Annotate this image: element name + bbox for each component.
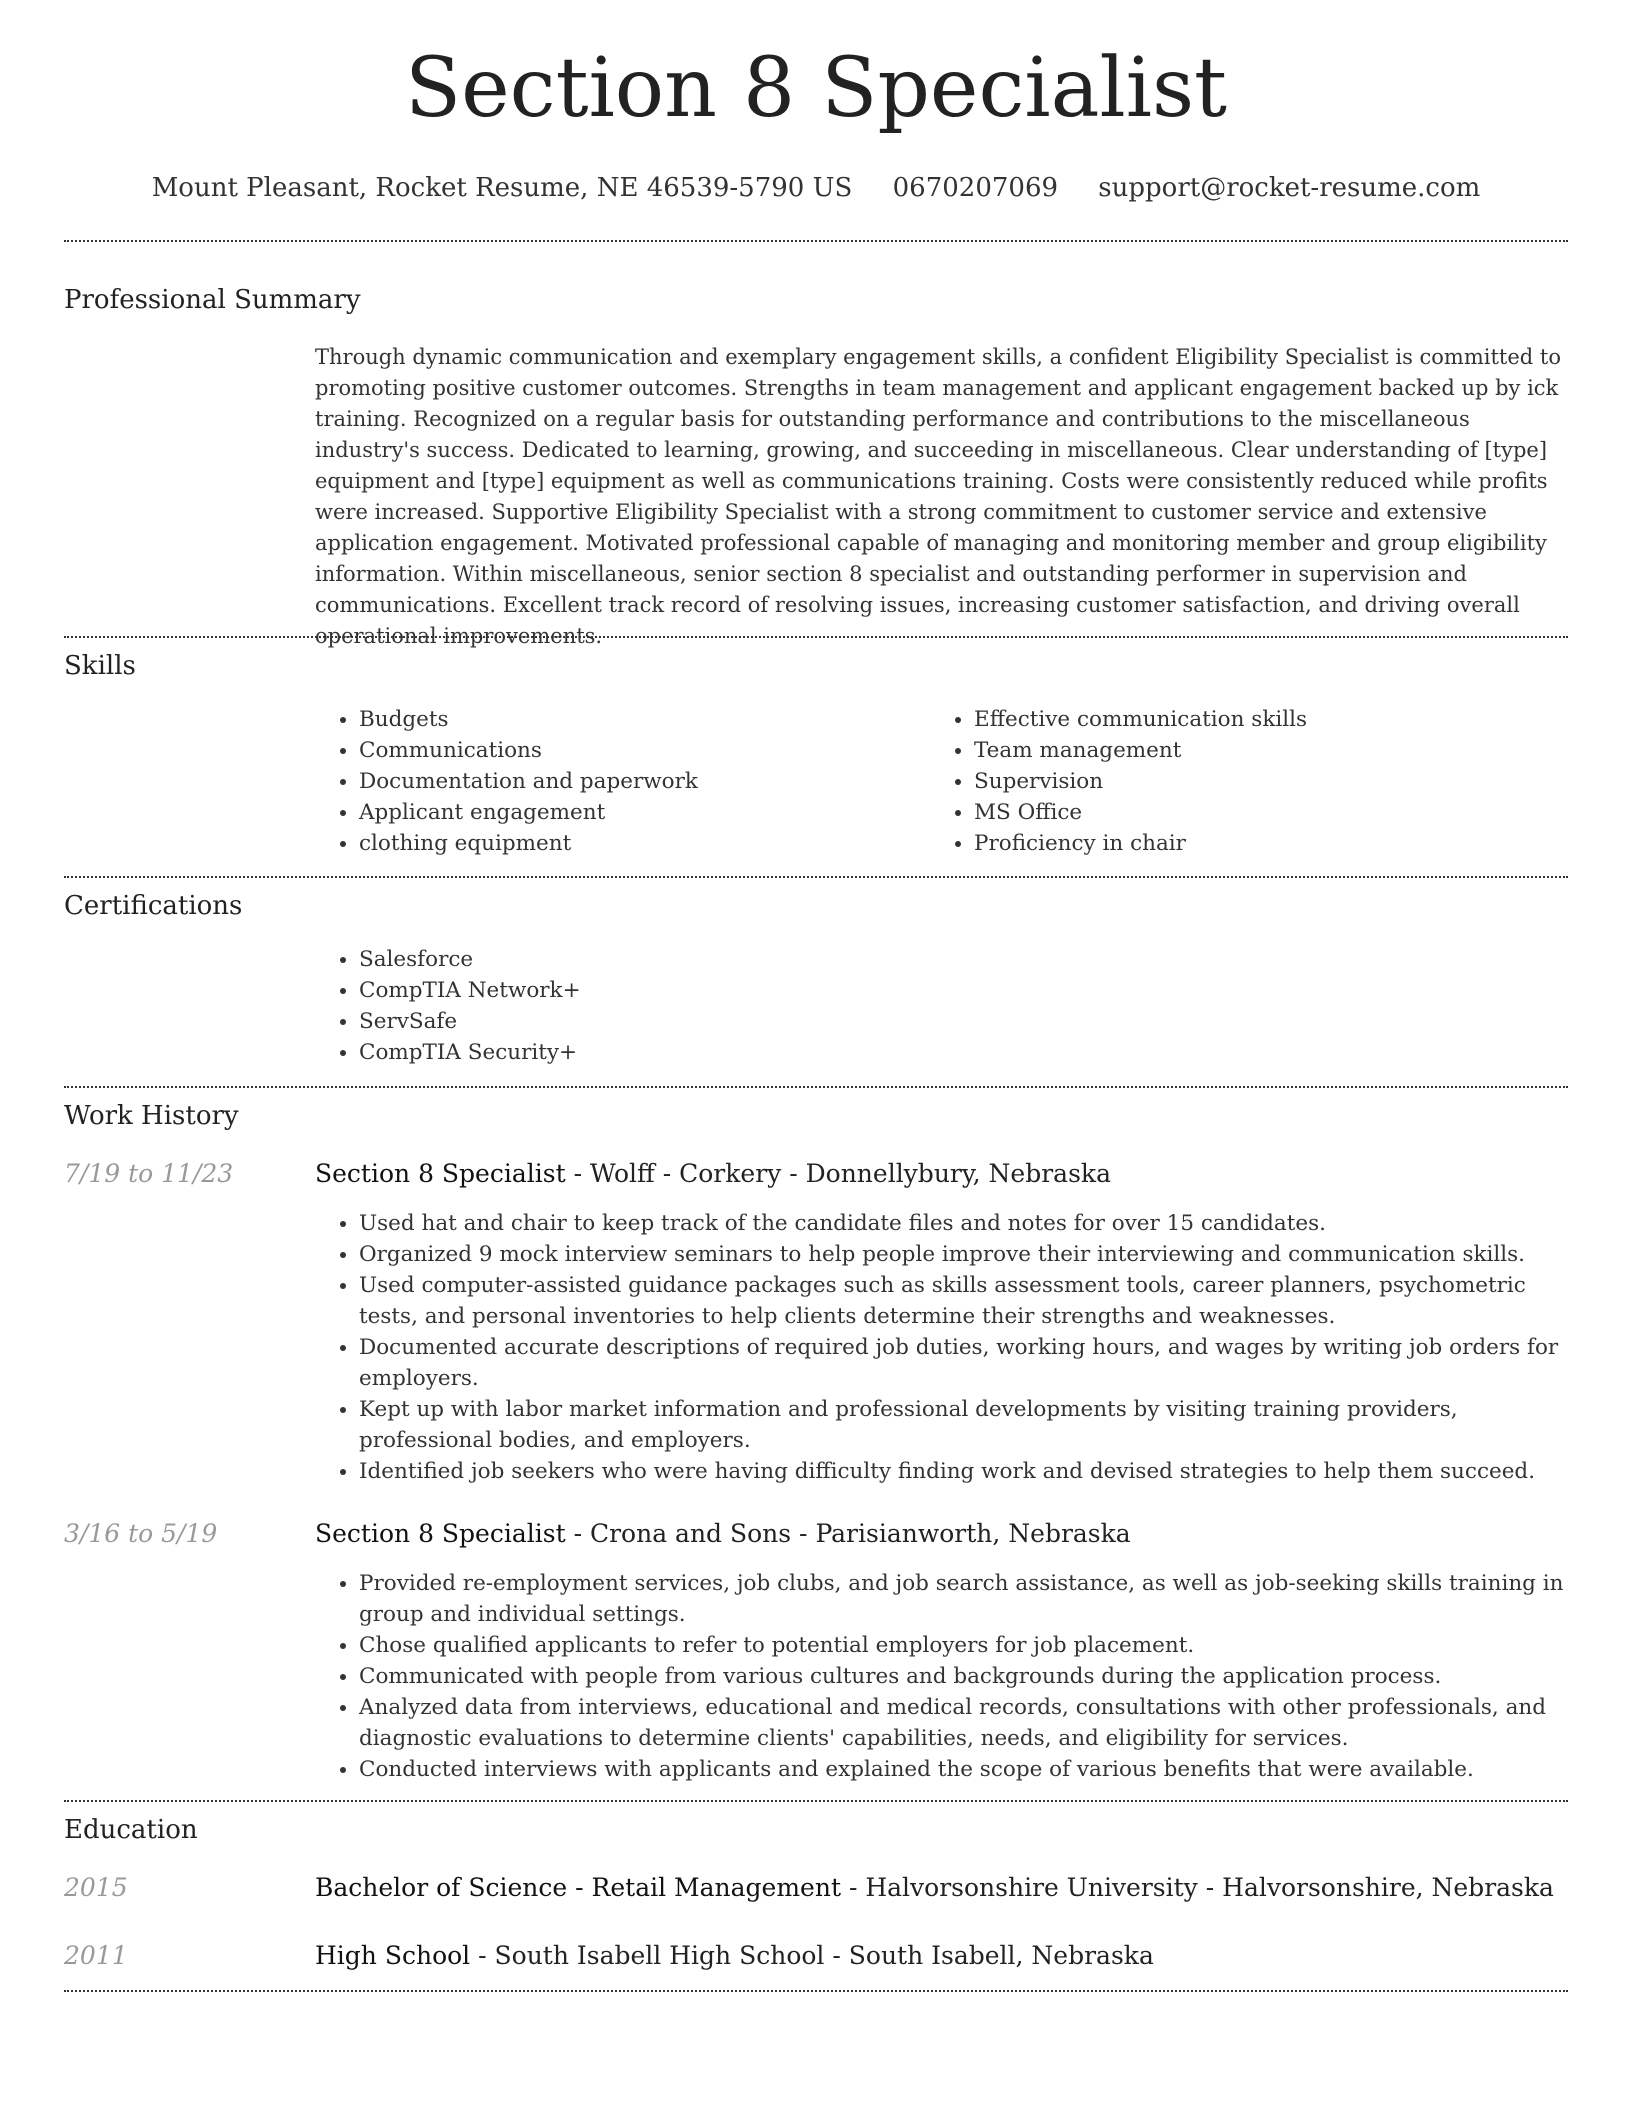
resume-name: Section 8 Specialist xyxy=(404,41,1227,136)
skill-item: • Documentation and paperwork xyxy=(359,766,915,797)
certification-item: • Salesforce xyxy=(359,944,915,975)
job-employer-location: - Crona and Sons - Parisianworth, Nebraska xyxy=(565,1519,1131,1548)
section-title-skills: Skills xyxy=(64,651,136,681)
education-institution: - South Isabell High School - South Isabell, Nebraska xyxy=(470,1941,1154,1970)
job-heading xyxy=(315,1158,1111,1190)
education-degree: Bachelor of Science - Retail Management xyxy=(315,1873,841,1902)
certification-item: • ServSafe xyxy=(359,1006,915,1037)
skill-item: • Applicant engagement xyxy=(359,797,915,828)
certification-item: • CompTIA Network+ xyxy=(359,975,915,1006)
job-dates: 7/19 to 11/23 xyxy=(64,1159,234,1188)
job-bullet: • Kept up with labor market information and professional developments by visiting training providers, professional bodies, and employers. xyxy=(359,1394,1565,1456)
job-title: Section 8 Specialist xyxy=(315,1159,566,1188)
section-title-education: Education xyxy=(64,1815,198,1845)
education-entry xyxy=(315,1872,1554,1904)
job-bullets xyxy=(315,1208,1565,1487)
job-employer-location: - Wolff - Corkery - Donnellybury, Nebraska xyxy=(565,1159,1111,1188)
contact-phone: 0670207069 xyxy=(892,173,1059,203)
skill-item: • Supervision xyxy=(974,766,1560,797)
education-degree: High School xyxy=(315,1941,471,1970)
skills-left-column xyxy=(315,704,915,859)
divider xyxy=(64,1800,1568,1802)
divider xyxy=(64,240,1568,242)
job-title: Section 8 Specialist xyxy=(315,1519,566,1548)
job-bullet: • Chose qualified applicants to refer to potential employers for job placement. xyxy=(359,1630,1565,1661)
job-bullet: • Organized 9 mock interview seminars to help people improve their interviewing and communication skills. xyxy=(359,1239,1565,1270)
skill-item: • MS Office xyxy=(974,797,1560,828)
job-bullet: • Documented accurate descriptions of required job duties, working hours, and wages by writing job orders for employers. xyxy=(359,1332,1565,1394)
skill-item: • Team management xyxy=(974,735,1560,766)
job-bullet: • Identified job seekers who were having difficulty finding work and devised strategies to help them succeed. xyxy=(359,1456,1565,1487)
section-title-summary: Professional Summary xyxy=(64,285,361,315)
section-title-certifications: Certifications xyxy=(64,891,243,921)
job-bullet: • Used hat and chair to keep track of the candidate files and notes for over 15 candidates. xyxy=(359,1208,1565,1239)
divider xyxy=(64,876,1568,878)
job-bullet: • Communicated with people from various cultures and backgrounds during the application process. xyxy=(359,1661,1565,1692)
skill-item: • Communications xyxy=(359,735,915,766)
contact-line xyxy=(0,172,1632,204)
divider xyxy=(64,1990,1568,1992)
certifications-list xyxy=(315,944,915,1068)
job-dates: 3/16 to 5/19 xyxy=(64,1519,218,1548)
divider xyxy=(64,636,1568,638)
section-title-work-history: Work History xyxy=(64,1101,239,1131)
job-bullet: • Provided re-employment services, job clubs, and job search assistance, as well as job-seeking skills training in group and individual settings. xyxy=(359,1568,1565,1630)
skills-right-column xyxy=(930,704,1560,859)
contact-email: support@rocket-resume.com xyxy=(1098,173,1481,203)
education-year: 2011 xyxy=(64,1941,128,1970)
job-bullet: • Used computer-assisted guidance packages such as skills assessment tools, career planners, psychometric tests, and personal inventories to help clients determine their strengths and weaknesses. xyxy=(359,1270,1565,1332)
certification-item: • CompTIA Security+ xyxy=(359,1037,915,1068)
skill-item: • Budgets xyxy=(359,704,915,735)
skill-item: • Effective communication skills xyxy=(974,704,1560,735)
contact-address: Mount Pleasant, Rocket Resume, NE 46539-5790 US xyxy=(151,173,853,203)
skill-item: • Proficiency in chair xyxy=(974,828,1560,859)
job-bullet: • Conducted interviews with applicants and explained the scope of various benefits that were available. xyxy=(359,1754,1565,1785)
job-heading xyxy=(315,1518,1131,1550)
skill-item: • clothing equipment xyxy=(359,828,915,859)
job-bullets xyxy=(315,1568,1565,1785)
summary-text: Through dynamic communication and exemplary engagement skills, a confident Eligibility Specialist is committed to promoting positive customer outcomes. Strengths in team management and applicant engagement backed up by ick training. Recognized on a regular basis for outstanding performance and contributions to the miscellaneous industry's success. Dedicated to learning, growing, and succeeding in miscellaneous. Clear understanding of [type] equipment and [type] equipment as well as communications training. Costs were consistently reduced while profits were increased. Supportive Eligibility Specialist with a strong commitment to customer service and extensive application engagement. Motivated professional capable of managing and monitoring member and group eligibility information. Within miscellaneous, senior section 8 specialist and outstanding performer in supervision and communications. Excellent track record of resolving issues, increasing customer satisfaction, and driving overall operational improvements. xyxy=(315,345,1561,648)
job-bullet: • Analyzed data from interviews, educational and medical records, consultations with other professionals, and diagnostic evaluations to determine clients' capabilities, needs, and eligibility for services. xyxy=(359,1692,1565,1754)
education-entry xyxy=(315,1940,1154,1972)
divider xyxy=(64,1086,1568,1088)
education-institution: - Halvorsonshire University - Halvorsonshire, Nebraska xyxy=(841,1873,1554,1902)
education-year: 2015 xyxy=(64,1873,128,1902)
